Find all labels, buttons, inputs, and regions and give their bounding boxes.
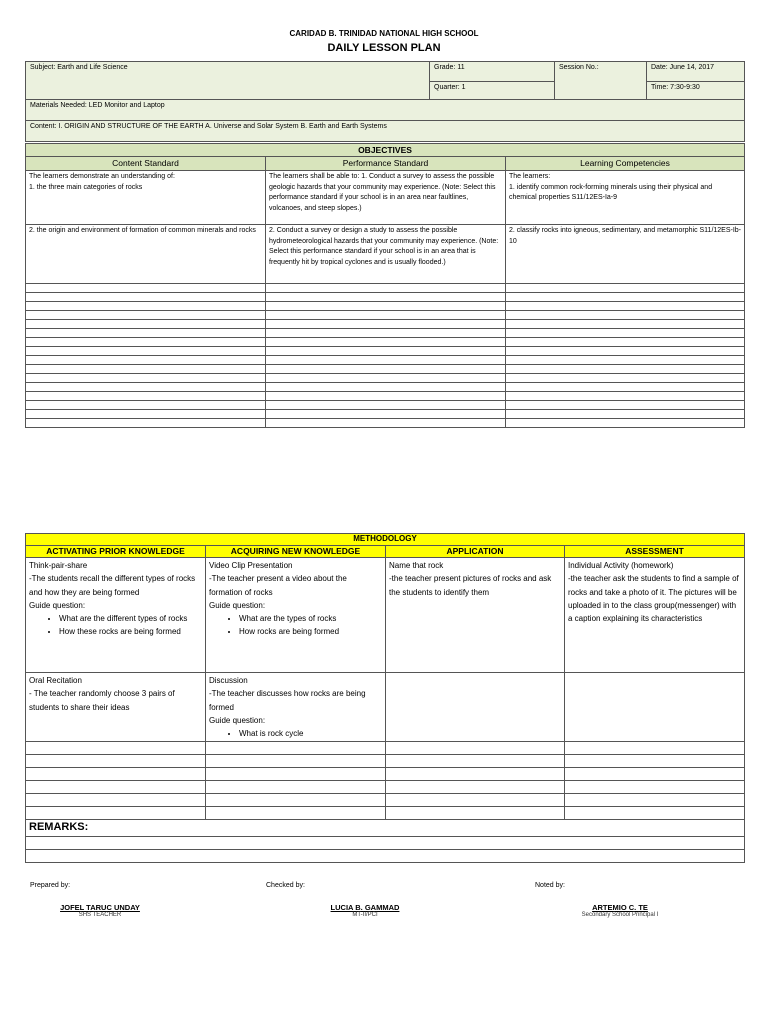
col-activating-prior-knowledge: ACTIVATING PRIOR KNOWLEDGE [26, 546, 206, 558]
activity-text: -The teacher present a video about the formation of rocks [209, 574, 347, 597]
activity-heading: Individual Activity (homework) [568, 561, 674, 570]
empty-row [26, 374, 745, 383]
guide-question-item: • How rocks are being formed [239, 625, 382, 638]
assessment-cell-2 [565, 673, 745, 742]
empty-row [26, 794, 745, 807]
empty-row [26, 338, 745, 347]
prepared-by-role: SHS TEACHER [78, 912, 122, 918]
empty-row [26, 383, 745, 392]
col-content-standard: Content Standard [26, 157, 266, 171]
guide-question-list [29, 612, 202, 639]
empty-row [26, 284, 745, 293]
empty-row [26, 365, 745, 374]
quarter-cell: Quarter: 1 [430, 82, 555, 100]
guide-question-item: • What are the types of rocks [239, 612, 382, 625]
guide-question-list [209, 612, 382, 639]
methodology-title: METHODOLOGY [26, 534, 745, 546]
activity-heading: Name that rock [389, 561, 444, 570]
empty-row [26, 311, 745, 320]
remarks-line [26, 837, 745, 850]
learning-competency-2: 2. classify rocks into igneous, sedimentary, and metamorphic S11/12ES-Ib-10 [506, 225, 745, 284]
col-acquiring-new-knowledge: ACQUIRING NEW KNOWLEDGE [206, 546, 386, 558]
empty-row [26, 807, 745, 820]
activity-heading: Oral Recitation [29, 676, 82, 685]
empty-row [26, 768, 745, 781]
school-name: CARIDAD B. TRINIDAD NATIONAL HIGH SCHOOL [289, 29, 479, 38]
activity-text: -the teacher ask the students to find a sample of rocks and take a photo of it. The pictures will be uploaded in to the class group(messenger) with a caption explaining its characteristics [568, 574, 739, 624]
guide-question-item: • What are the different types of rocks [59, 612, 202, 625]
guide-question-item: • What is rock cycle [239, 727, 382, 740]
activity-heading: Video Clip Presentation [209, 561, 293, 570]
checked-by-role: MT-II/PCI [352, 912, 378, 918]
noted-by-name: ARTEMIO C. TE [592, 903, 648, 912]
acquiring-cell-1 [206, 558, 386, 673]
guide-question-label: Guide question: [29, 600, 86, 610]
page-title: DAILY LESSON PLAN [327, 42, 441, 54]
acquiring-cell-2 [206, 673, 386, 742]
empty-row [26, 742, 745, 755]
subject-cell: Subject: Earth and Life Science [26, 62, 430, 100]
activity-text: -The students recall the different types of rocks and how they are being formed [29, 574, 196, 597]
guide-question-list [209, 727, 382, 740]
empty-row [26, 356, 745, 365]
grade-cell: Grade: 11 [430, 62, 555, 82]
remarks-line [26, 850, 745, 863]
activity-heading: Discussion [209, 676, 248, 685]
content-standard-2: 2. the origin and environment of formation of common minerals and rocks [26, 225, 266, 284]
prepared-by-label: Prepared by: [30, 882, 71, 889]
guide-question-label: Guide question: [209, 715, 266, 725]
learning-competency-1: The learners: 1. identify common rock-forming minerals using their physical and chemical properties S11/12ES-Ia-9 [506, 171, 745, 225]
empty-row [26, 410, 745, 419]
guide-question-label: Guide question: [209, 600, 266, 610]
noted-by-role: Secondary School Principal I [581, 912, 659, 918]
materials-cell: Materials Needed: LED Monitor and Laptop [26, 100, 745, 121]
activating-cell-1 [26, 558, 206, 673]
empty-row [26, 781, 745, 794]
col-performance-standard: Performance Standard [266, 157, 506, 171]
activity-text: -The teacher discusses how rocks are being formed [209, 689, 366, 712]
empty-row [26, 320, 745, 329]
application-cell-1 [386, 558, 565, 673]
remarks-label: REMARKS: [26, 820, 745, 837]
assessment-cell-1 [565, 558, 745, 673]
checked-by-name: LUCIA B. GAMMAD [330, 903, 400, 912]
session-cell: Session No.: [555, 62, 647, 100]
activating-cell-2 [26, 673, 206, 742]
noted-by-label: Noted by: [535, 882, 565, 889]
performance-standard-2: 2. Conduct a survey or design a study to assess the possible hydrometeorological hazards that your community may experience. (Note: Select this performance standard if your school is in an area that is frequently hit by tropical cyclones and is usually flooded.) [266, 225, 506, 284]
date-cell: Date: June 14, 2017 [647, 62, 745, 82]
activity-text: -the teacher present pictures of rocks and ask the students to identify them [389, 574, 552, 597]
empty-row [26, 302, 745, 311]
empty-row [26, 293, 745, 302]
application-cell-2 [386, 673, 565, 742]
objectives-table [25, 143, 745, 428]
activity-text: - The teacher randomly choose 3 pairs of students to share their ideas [29, 689, 175, 712]
lesson-info-table [25, 61, 745, 142]
col-application: APPLICATION [386, 546, 565, 558]
empty-row [26, 329, 745, 338]
time-cell: Time: 7:30-9:30 [647, 82, 745, 100]
guide-question-item: • How these rocks are being formed [59, 625, 202, 638]
empty-row [26, 419, 745, 428]
activity-heading: Think-pair-share [29, 561, 88, 570]
prepared-by-name: JOFEL TARUC UNDAY [60, 903, 140, 912]
empty-row [26, 401, 745, 410]
col-learning-competencies: Learning Competencies [506, 157, 745, 171]
methodology-table [25, 533, 745, 863]
content-standard-1: The learners demonstrate an understanding of: 1. the three main categories of rocks [26, 171, 266, 225]
content-cell: Content: I. ORIGIN AND STRUCTURE OF THE EARTH A. Universe and Solar System B. Earth and Earth Systems [26, 121, 745, 142]
empty-row [26, 392, 745, 401]
empty-row [26, 755, 745, 768]
objectives-title: OBJECTIVES [26, 144, 745, 157]
checked-by-label: Checked by: [266, 882, 305, 889]
empty-row [26, 347, 745, 356]
performance-standard-1: The learners shall be able to: 1. Conduct a survey to assess the possible geologic hazards that your community may experience. (Note: Select this performance standard if your school is in an area near faultlines, volcanoes, and steep slopes.) [266, 171, 506, 225]
col-assessment: ASSESSMENT [565, 546, 745, 558]
